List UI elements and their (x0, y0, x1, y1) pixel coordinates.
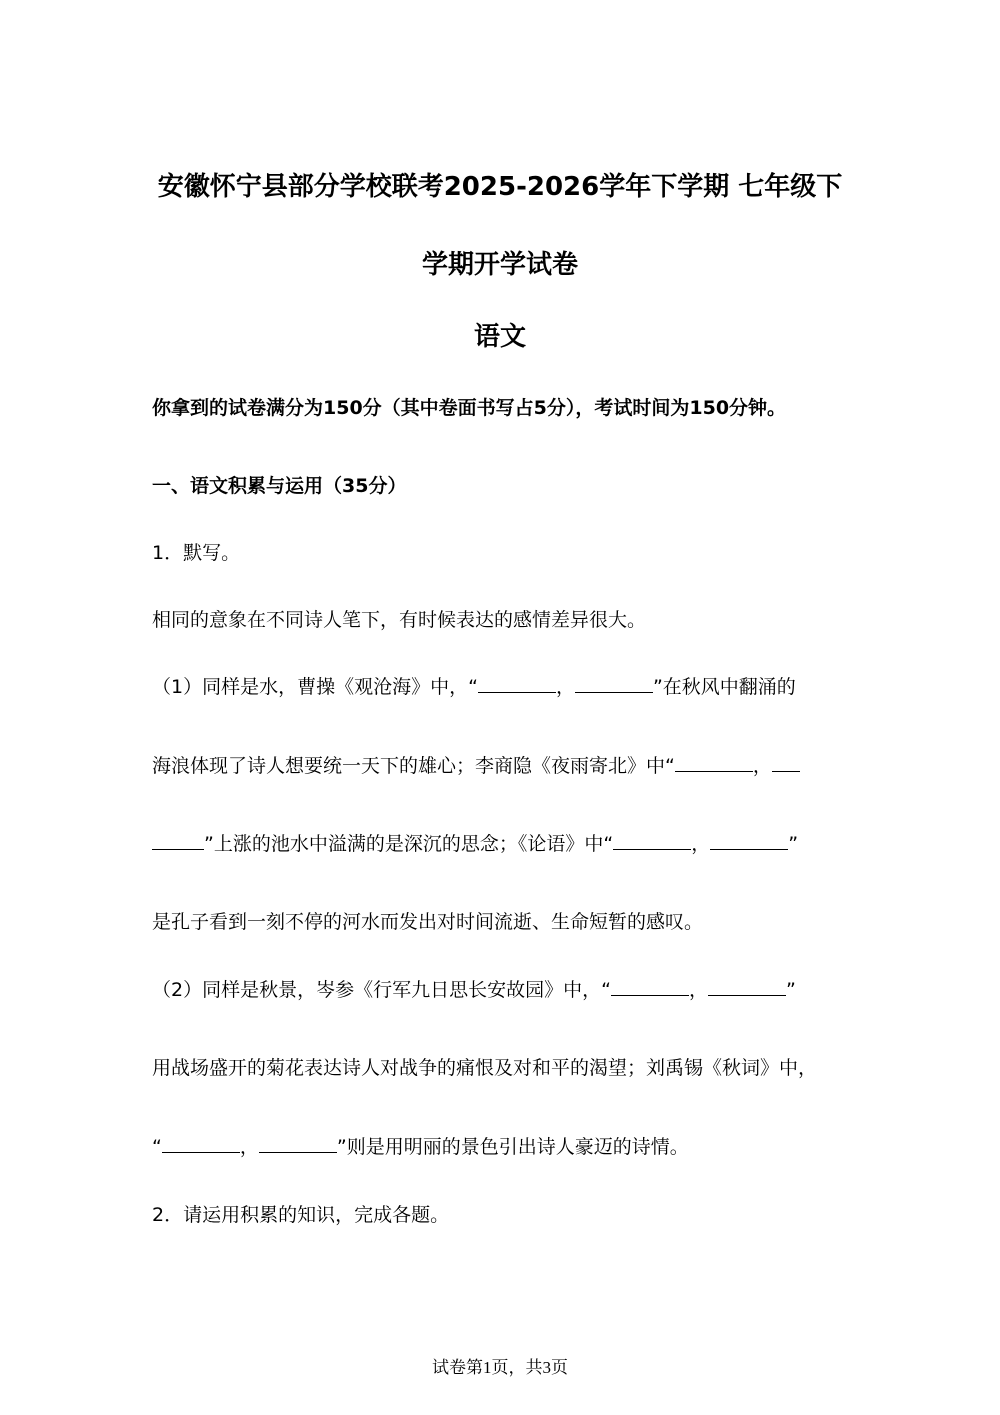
question-2-heading (152, 1201, 449, 1229)
question-number: 2． (152, 1204, 184, 1226)
text-segment: ”则是用明丽的景色引出诗人豪迈的诗情。 (336, 1136, 689, 1158)
text-segment: ”上涨的池水中溢满的是深沉的思念；《论语》中“ (204, 833, 614, 855)
question-1-intro: 相同的意象在不同诗人笔下，有时候表达的感情差异很大。 (152, 609, 647, 631)
text-segment: 海浪体现了诗人想要统一天下的雄心；李商隐《夜雨寄北》中“ (152, 755, 675, 777)
answer-blank[interactable] (575, 674, 653, 693)
answer-blank[interactable] (152, 831, 204, 850)
page-footer: 试卷第1页，共3页 (432, 1358, 568, 1377)
exam-title-line-1: 安徽怀宁县部分学校联考2025-2026学年下学期 七年级下 (157, 172, 843, 202)
text-segment: ” (785, 979, 796, 1001)
question-1-part-2-line-3 (152, 1133, 689, 1161)
section-heading: 一、语文积累与运用（35分） (152, 475, 407, 497)
subject-title: 语文 (473, 322, 526, 352)
question-label: 默写。 (183, 542, 241, 564)
question-number: 1． (152, 542, 184, 564)
answer-blank[interactable] (611, 977, 689, 996)
answer-blank[interactable] (708, 977, 786, 996)
text-segment: ， (555, 676, 575, 698)
question-1-heading (152, 539, 240, 567)
text-segment: ” (788, 833, 799, 855)
question-1-part-1-line-3 (152, 830, 798, 858)
question-label: 请运用积累的知识，完成各题。 (183, 1204, 450, 1226)
answer-blank[interactable] (259, 1134, 337, 1153)
text-segment: （1）同样是水，曹操《观沧海》中，“ (152, 676, 478, 698)
exam-title-line-2: 学期开学试卷 (421, 250, 578, 280)
text-segment: ， (239, 1136, 259, 1158)
text-segment: （2）同样是秋景，岑参《行军九日思长安故园》中，“ (152, 979, 611, 1001)
answer-blank[interactable] (613, 831, 691, 850)
question-1-part-1-line-1 (152, 673, 796, 701)
text-segment: ”在秋风中翻涌的 (652, 676, 796, 698)
question-1-part-1-line-2 (152, 752, 800, 780)
text-segment: ， (691, 833, 711, 855)
answer-blank[interactable] (675, 753, 753, 772)
question-1-part-1-line-4: 是孔子看到一刻不停的河水而发出对时间流逝、生命短暂的感叹。 (152, 911, 704, 933)
text-segment: ， (688, 979, 708, 1001)
text-segment: ， (752, 755, 772, 777)
exam-instructions: 你拿到的试卷满分为150分（其中卷面书写占5分），考试时间为150分钟。 (152, 397, 787, 419)
question-1-part-2-line-1 (152, 976, 796, 1004)
text-segment: “ (152, 1136, 162, 1158)
answer-blank[interactable] (162, 1134, 240, 1153)
answer-blank[interactable] (478, 674, 556, 693)
answer-blank[interactable] (710, 831, 788, 850)
question-1-part-2-line-2: 用战场盛开的菊花表达诗人对战争的痛恨及对和平的渴望；刘禹锡《秋词》中， (152, 1057, 818, 1079)
answer-blank[interactable] (772, 753, 800, 772)
